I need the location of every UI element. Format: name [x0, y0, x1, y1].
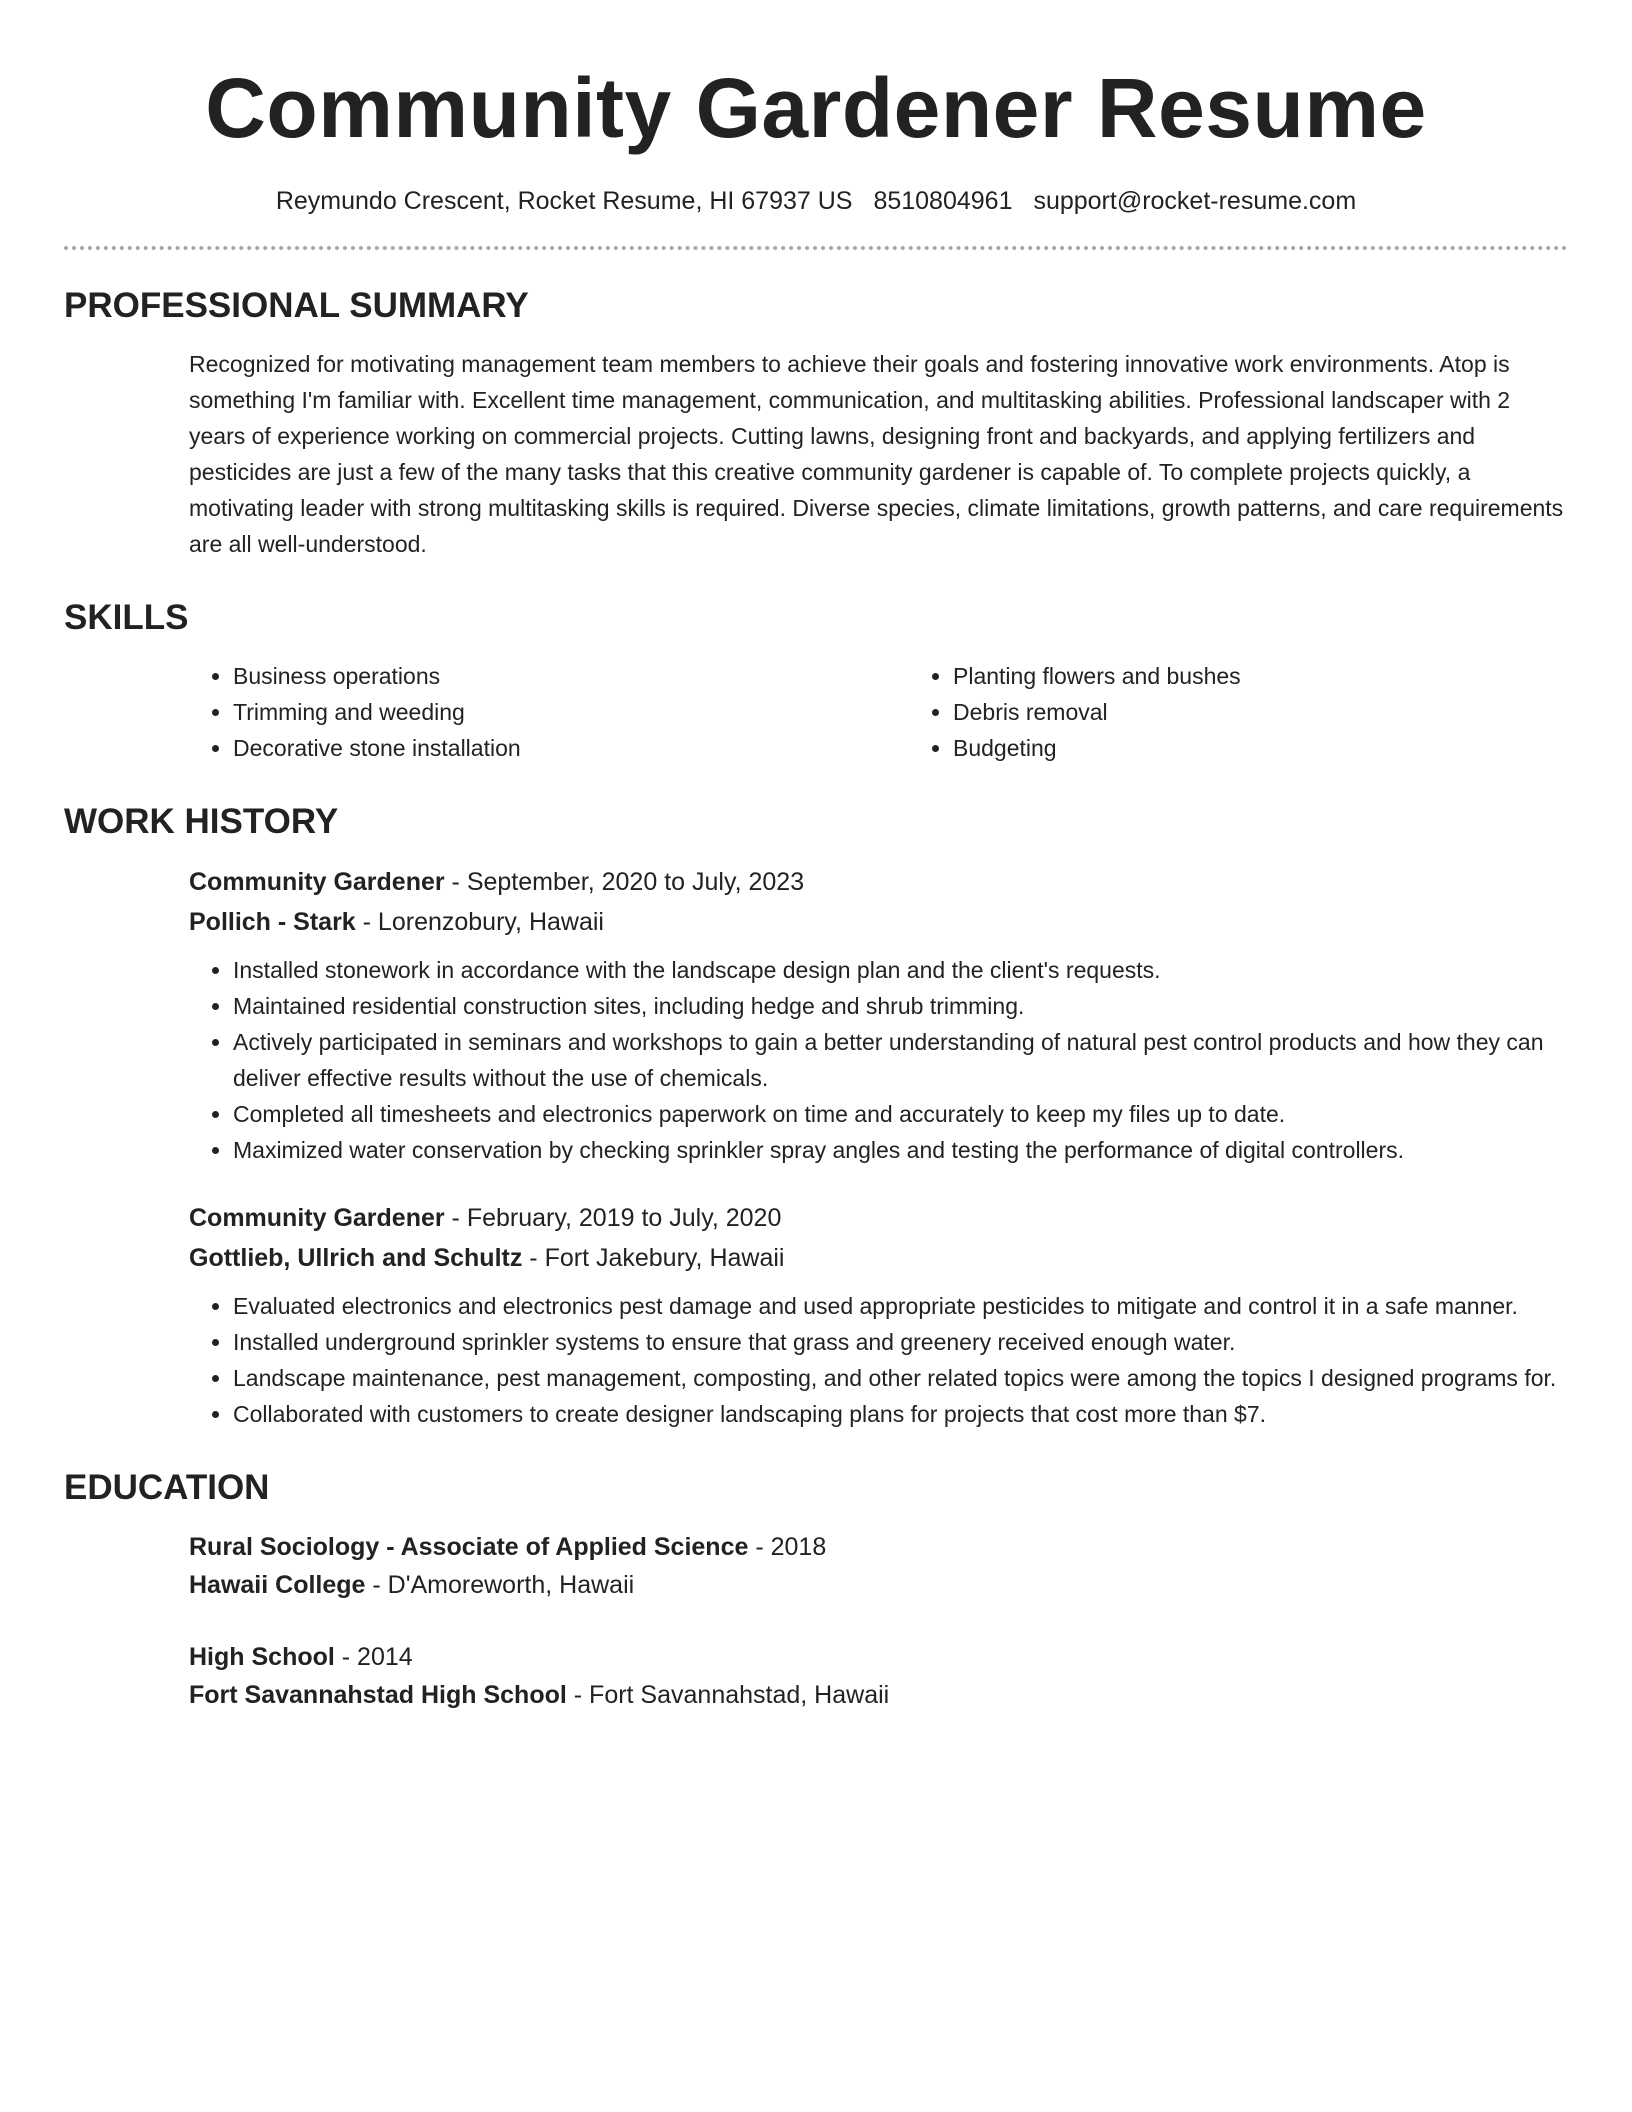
skill-item: • Decorative stone installation	[233, 730, 909, 766]
skills-heading: SKILLS	[64, 598, 189, 637]
skill-item: • Trimming and weeding	[233, 694, 909, 730]
job-role: Community Gardener	[189, 1204, 445, 1232]
work-history-section	[64, 800, 1568, 1432]
job-bullets	[189, 952, 1568, 1168]
skill-item: • Budgeting	[953, 730, 1629, 766]
job-dates: - February, 2019 to July, 2020	[444, 1204, 782, 1232]
job-bullets	[189, 1288, 1568, 1432]
skills-column-right	[909, 658, 1629, 766]
education-school-line	[189, 1676, 1568, 1714]
work-history-heading: WORK HISTORY	[64, 802, 339, 841]
job-bullet: • Maintained residential construction sites, including hedge and shrub trimming.	[233, 988, 1568, 1024]
job-company: Gottlieb, Ullrich and Schultz	[189, 1244, 523, 1272]
skills-list	[189, 658, 1568, 766]
job-bullet: • Installed underground sprinkler systems to ensure that grass and greenery received enough water.	[233, 1324, 1568, 1360]
contact-info	[64, 184, 1568, 218]
education-entry	[189, 1528, 1568, 1604]
job-company: Pollich - Stark	[189, 908, 356, 936]
summary-heading: PROFESSIONAL SUMMARY	[64, 286, 529, 325]
education-degree: High School	[189, 1643, 335, 1671]
education-year: - 2018	[748, 1533, 827, 1561]
contact-phone: 8510804961	[873, 187, 1013, 215]
job-location: - Lorenzobury, Hawaii	[355, 908, 604, 936]
job-bullet: • Completed all timesheets and electronics paperwork on time and accurately to keep my files up to date.	[233, 1096, 1568, 1132]
skill-item: • Debris removal	[953, 694, 1629, 730]
job-title-line	[189, 1198, 1568, 1238]
skills-column-left	[189, 658, 909, 766]
job-bullet: • Actively participated in seminars and workshops to gain a better understanding of natural pest control products and how they can deliver effective results without the use of chemicals.	[233, 1024, 1568, 1096]
education-year: - 2014	[334, 1643, 413, 1671]
education-school: Fort Savannahstad High School	[189, 1681, 567, 1709]
education-degree-line	[189, 1528, 1568, 1566]
job-entry	[189, 862, 1568, 1168]
skill-item: • Business operations	[233, 658, 909, 694]
job-location: - Fort Jakebury, Hawaii	[522, 1244, 785, 1272]
contact-email: support@rocket-resume.com	[1033, 187, 1357, 215]
job-company-line	[189, 1238, 1568, 1278]
education-school: Hawaii College	[189, 1571, 366, 1599]
summary-body	[189, 346, 1568, 562]
skills-section	[64, 596, 1568, 766]
education-section	[64, 1466, 1568, 1714]
education-entry	[189, 1638, 1568, 1714]
work-history-body	[189, 862, 1568, 1432]
job-bullet: • Installed stonework in accordance with the landscape design plan and the client's requests.	[233, 952, 1568, 988]
job-bullet: • Evaluated electronics and electronics pest damage and used appropriate pesticides to mitigate and control it in a safe manner.	[233, 1288, 1568, 1324]
summary-text: Recognized for motivating management team members to achieve their goals and fostering innovative work environments. Atop is something I'm familiar with. Excellent time management, communication, and multitasking abilities. Professional landscaper with 2 years of experience working on commercial projects. Cutting lawns, designing front and backyards, and applying fertilizers and pesticides are just a few of the many tasks that this creative community gardener is capable of. To complete projects quickly, a motivating leader with strong multitasking skills is required. Diverse species, climate limitations, growth patterns, and care requirements are all well-understood.	[189, 351, 1564, 557]
education-body	[189, 1528, 1568, 1714]
resume-title: Community Gardener Resume	[205, 61, 1427, 155]
resume-header	[64, 0, 1568, 218]
job-entry	[189, 1198, 1568, 1432]
job-bullet: • Landscape maintenance, pest management, composting, and other related topics were among the topics I designed programs for.	[233, 1360, 1568, 1396]
header-divider	[64, 246, 1568, 250]
summary-section	[64, 284, 1568, 562]
job-company-line	[189, 902, 1568, 942]
contact-address: Reymundo Crescent, Rocket Resume, HI 67937 US	[275, 187, 853, 215]
education-heading: EDUCATION	[64, 1468, 270, 1507]
education-degree-line	[189, 1638, 1568, 1676]
job-bullet: • Collaborated with customers to create designer landscaping plans for projects that cost more than $7.	[233, 1396, 1568, 1432]
skill-item: • Planting flowers and bushes	[953, 658, 1629, 694]
job-dates: - September, 2020 to July, 2023	[444, 868, 805, 896]
education-location: - Fort Savannahstad, Hawaii	[566, 1681, 890, 1709]
job-role: Community Gardener	[189, 868, 445, 896]
education-degree: Rural Sociology - Associate of Applied Science	[189, 1533, 749, 1561]
education-school-line	[189, 1566, 1568, 1604]
education-location: - D'Amoreworth, Hawaii	[365, 1571, 635, 1599]
job-title-line	[189, 862, 1568, 902]
job-bullet: • Maximized water conservation by checking sprinkler spray angles and testing the performance of digital controllers.	[233, 1132, 1568, 1168]
